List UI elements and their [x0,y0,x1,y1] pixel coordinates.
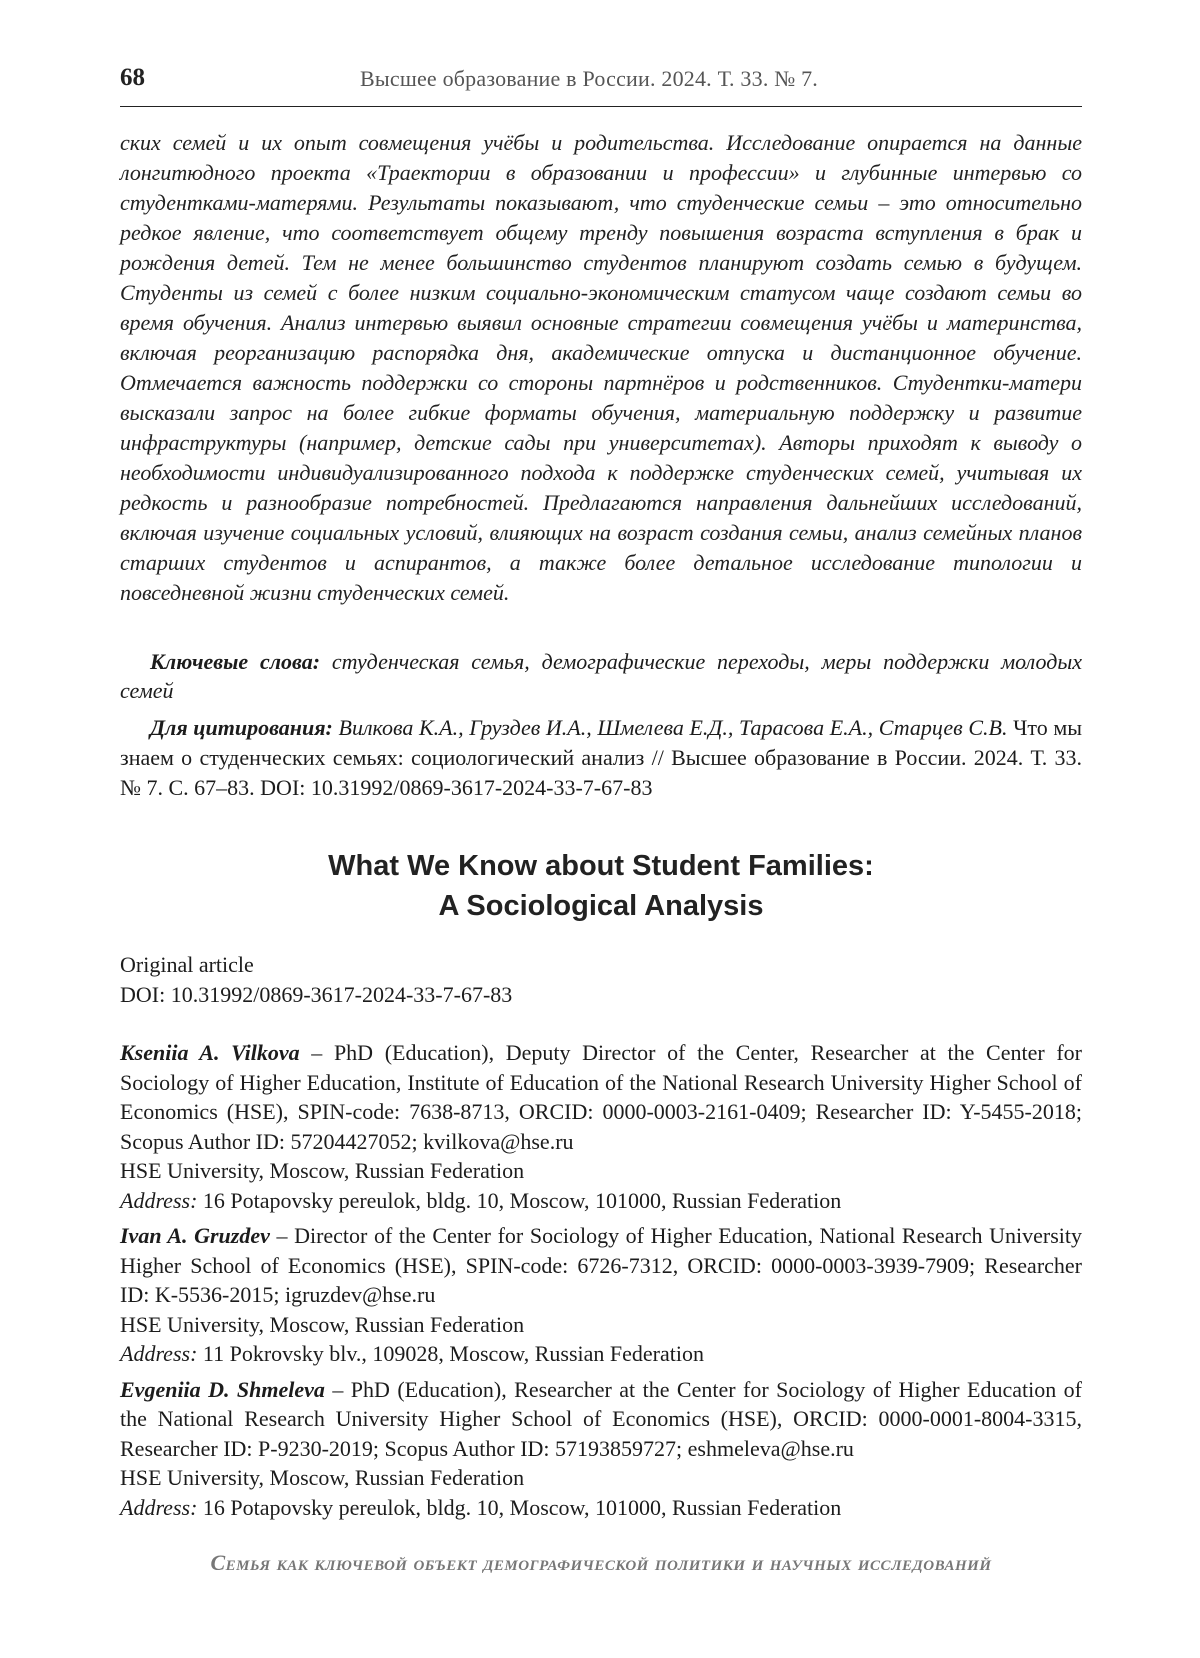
author-entry [120,1221,1082,1369]
address-text: 11 Pokrovsky blv., 109028, Moscow, Russian Federation [202,1341,704,1366]
title-line-2: A Sociological Analysis [438,890,764,922]
author-address [120,1339,1082,1369]
author-bio: – PhD (Education), Deputy Director of the Center, Researcher at the Center for Sociology of Higher Education, Institute of Education of the National Research University Higher School of Economics (HSE), SPIN-code: 7638-8713, ORCID: 0000-0003-2161-0409; Researcher ID: Y-5455-2018; Scopus Author ID: 57204427052; kvilkova@hse.ru [120,1040,1083,1154]
keywords-label: Ключевые слова: [150,649,321,674]
article-meta [120,950,1082,1010]
address-label: Address: [120,1494,198,1520]
author-name: Kseniia A. Vilkova [120,1040,300,1065]
page-number: 68 [120,64,145,91]
citation-label: Для цитирования: [150,715,333,740]
author-affiliation: HSE University, Moscow, Russian Federation [120,1465,525,1490]
author-bio: – Director of the Center for Sociology of Higher Education, National Research University Higher School of Economics (HSE), SPIN-code: 6726-7312, ORCID: 0000-0003-3939-7909; Researcher ID: K-5536-2015; igruzdev@hse.ru [120,1223,1082,1307]
citation [120,713,1082,803]
author-list [120,1038,1082,1528]
author-entry [120,1038,1082,1215]
abstract-text: ских семей и их опыт совмещения учёбы и родительства. Исследование опирается на данные лонгитюдного проекта «Траектории в образовании и профессии» и глубинные интервью со студентками-матерями. Результаты показывают, что студенческие семьи – это относительно редкое явление, что соответствует общему тренду повышения возраста вступления в брак и рождения детей. Тем не менее большинство студентов планируют создать семью в будущем. Студенты из семей с более низким социально-экономическим статусом чаще создают семьи во время обучения. Анализ интервью выявил основные стратегии совмещения учёбы и материнства, включая реорганизацию распорядка дня, академические отпуска и дистанционное обучение. Отмечается важность поддержки со стороны партнёров и родственников. Студентки-матери высказали запрос на более гибкие форматы обучения, материальную поддержку и развитие инфраструктуры (например, детские сады при университетах). Авторы приходят к выводу о необходимости индивидуализированного подхода к поддержке студенческих семей, учитывая их редкость и разнообразие потребностей. Предлагаются направления дальнейших исследований, включая изучение социальных условий, влияющих на возраст создания семьи, анализ семейных планов старших студентов и аспирантов, а также более детальное исследование типологии и повседневной жизни студенческих семей. [120,130,1082,605]
author-affiliation: HSE University, Moscow, Russian Federation [120,1158,525,1183]
running-footer: Семья как ключевой объект демографической политики и научных исследований [210,1550,992,1575]
citation-text: Что мы знаем о студенческих семьях: социологический анализ // Высшее образование в России. 2024. Т. 33. № 7. С. 67–83. DOI: 10.31992/0869-3617-2024-33-7-67-83 [120,715,1083,800]
address-label: Address: [120,1187,198,1213]
journal-citation: Высшее образование в России. 2024. Т. 33. № 7. [360,66,819,91]
address-text: 16 Potapovsky pereulok, bldg. 10, Moscow, 101000, Russian Federation [202,1494,842,1520]
english-title [120,846,1082,926]
author-entry [120,1375,1082,1523]
article-doi: DOI: 10.31992/0869-3617-2024-33-7-67-83 [120,982,513,1007]
author-name: Evgeniia D. Shmeleva [120,1376,325,1402]
running-header [120,60,1082,107]
keywords-text: студенческая семья, демографические переходы, меры поддержки молодых семей [120,649,1082,703]
title-line-1: What We Know about Student Families: [328,850,874,882]
address-text: 16 Potapovsky pereulok, bldg. 10, Moscow, 101000, Russian Federation [202,1187,842,1213]
article-type: Original article [120,952,254,977]
author-affiliation: HSE University, Moscow, Russian Federation [120,1311,525,1337]
author-address [120,1493,1082,1523]
address-label: Address: [120,1341,198,1366]
citation-authors: Вилкова К.А., Груздев И.А., Шмелева Е.Д., Тарасова Е.А., Старцев С.В. [338,715,1008,740]
author-bio: – PhD (Education), Researcher at the Center for Sociology of Higher Education of the National Research University Higher School of Economics (HSE), ORCID: 0000-0001-8004-3315, Researcher ID: P-9230-2019; Scopus Author ID: 57193859727; eshmeleva@hse.ru [120,1376,1082,1461]
author-address [120,1186,1082,1216]
keywords [120,647,1082,705]
author-name: Ivan A. Gruzdev [120,1223,270,1248]
